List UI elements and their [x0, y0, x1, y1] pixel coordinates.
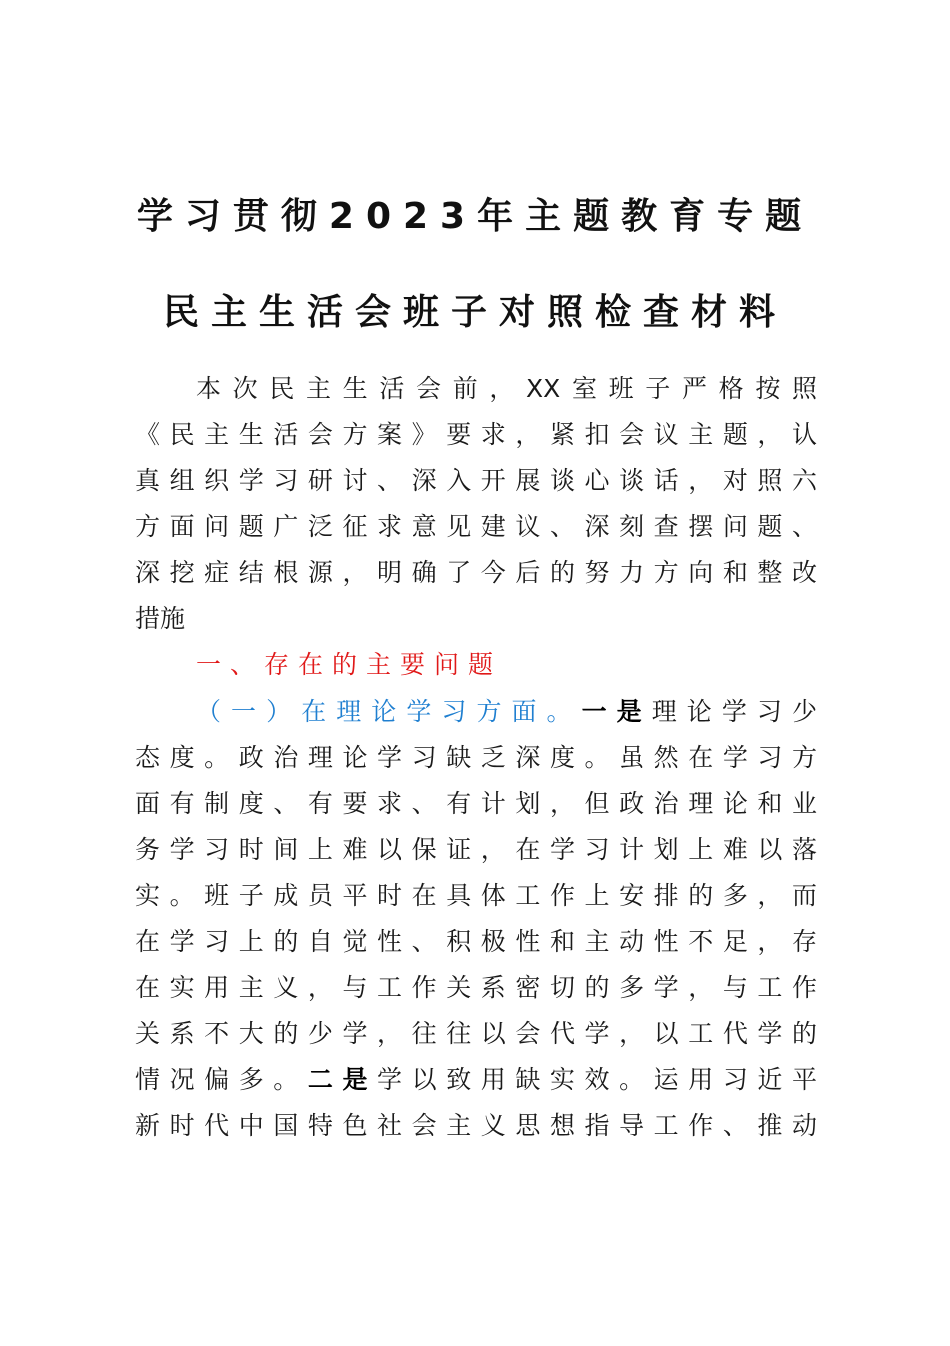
body-line-3: 务学习时间上难以保证，在学习计划上难以落: [135, 835, 817, 864]
body-line-2: 面有制度、有要求、有计划，但政治理论和业: [135, 789, 817, 818]
intro-line-6: 措施: [135, 604, 186, 633]
body-line-8-end: 学以致用缺实效。运用习近平: [377, 1065, 817, 1094]
document-title-line-1: 学习贯彻2023年主题教育专题: [136, 196, 814, 237]
intro-line-2: 《民主生活会方案》要求，紧扣会议主题，认: [135, 420, 817, 449]
body-line-8: [135, 1060, 817, 1100]
point-1-lead: 理论学习少: [651, 697, 817, 726]
subsection-label: （一）在理论学习方面。: [196, 697, 582, 726]
body-line-8-start: 情况偏多。: [135, 1065, 308, 1094]
intro-line-5: 深挖症结根源，明确了今后的努力方向和整改: [135, 558, 817, 587]
body-line-9: 新时代中国特色社会主义思想指导工作、推动: [135, 1111, 817, 1140]
body-line-7: 关系不大的少学，往往以会代学，以工代学的: [135, 1019, 817, 1048]
document-title-line-2: 民主生活会班子对照检查材料: [162, 292, 787, 333]
body-line-6: 在实用主义，与工作关系密切的多学，与工作: [135, 973, 817, 1002]
body-line-5: 在学习上的自觉性、积极性和主动性不足，存: [135, 927, 817, 956]
intro-line-1: 本次民主生活会前，XX室班子严格按照: [196, 374, 817, 403]
intro-line-3: 真组织学习研讨、深入开展谈心谈话，对照六: [135, 466, 817, 495]
point-marker-1: 一是: [581, 697, 652, 726]
subsection-line: [196, 692, 817, 732]
intro-line-4: 方面问题广泛征求意见建议、深刻查摆问题、: [135, 512, 817, 541]
body-line-4: 实。班子成员平时在具体工作上安排的多，而: [135, 881, 817, 910]
point-marker-2: 二是: [307, 1065, 378, 1094]
body-line-1: 态度。政治理论学习缺乏深度。虽然在学习方: [135, 743, 817, 772]
section-heading: 一、存在的主要问题: [196, 650, 503, 679]
